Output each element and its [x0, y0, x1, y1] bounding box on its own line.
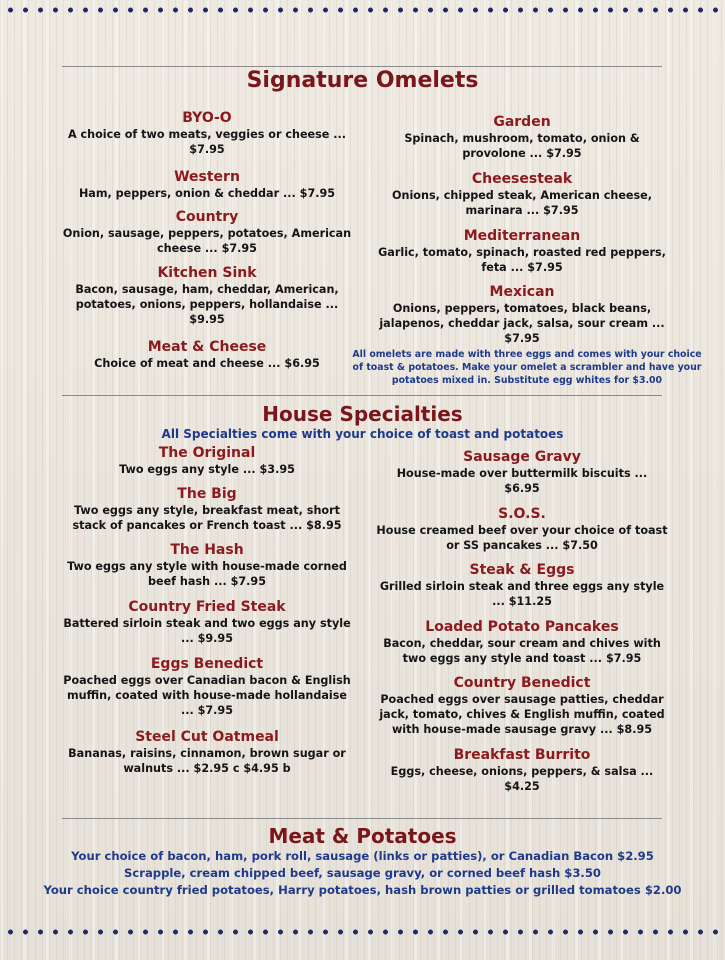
- bottom-rule: [62, 818, 662, 819]
- item-name: Steak & Eggs: [469, 562, 575, 578]
- item-name: Country Benedict: [453, 675, 591, 691]
- item-desc: ... $11.25: [492, 595, 552, 608]
- item-desc: marinara ... $7.95: [465, 204, 579, 217]
- mid-rule: [62, 395, 662, 396]
- item-name: Cheesesteak: [471, 171, 573, 187]
- item-desc: walnuts ... $2.95 c $4.95 b: [123, 762, 291, 775]
- omelet-western: [62, 169, 352, 201]
- specialty-eggs-benedict: [62, 656, 352, 718]
- item-desc: Onions, peppers, tomatoes, black beans,: [392, 302, 652, 315]
- item-name: Eggs Benedict: [150, 656, 264, 672]
- specialty-country-benedict: [372, 675, 672, 737]
- item-desc: Bananas, raisins, cinnamon, brown sugar or: [68, 747, 346, 760]
- top-rule: [62, 66, 662, 67]
- specialty-the-original: [62, 445, 352, 477]
- item-desc: provolone ... $7.95: [462, 147, 582, 160]
- item-desc: House creamed beef over your choice of toast: [376, 524, 668, 537]
- item-desc: $7.95: [504, 332, 540, 345]
- item-desc: muffin, coated with house-made hollandaise: [67, 689, 347, 702]
- item-name: Country: [175, 209, 239, 225]
- omelet-mexican: [372, 284, 672, 346]
- omelets-title: Signature Omelets: [246, 68, 479, 93]
- item-desc: Ham, peppers, onion & cheddar ... $7.95: [78, 187, 336, 200]
- specialty-breakfast-burrito: [372, 747, 672, 794]
- item-name: Steel Cut Oatmeal: [135, 729, 279, 745]
- item-desc: Battered sirloin steak and two eggs any style: [63, 617, 351, 630]
- item-name: The Hash: [170, 542, 244, 558]
- item-desc: House-made over buttermilk biscuits ...: [396, 467, 648, 480]
- item-desc: potatoes, onions, peppers, hollandaise ...: [75, 298, 339, 311]
- meat-potatoes-line: Your choice country fried potatoes, Harry potatoes, hash brown patties or grilled tomatoes $2.00: [43, 883, 682, 897]
- item-desc: Poached eggs over Canadian bacon & English: [63, 674, 351, 687]
- item-name: Breakfast Burrito: [453, 747, 591, 763]
- item-name: S.O.S.: [498, 506, 546, 522]
- omelet-cheesesteak: [372, 171, 672, 218]
- meat-potatoes-line: Scrapple, cream chipped beef, sausage gravy, or corned beef hash $3.50: [124, 866, 601, 880]
- omelet-kitchen-sink: [62, 265, 352, 327]
- specialty-the-big: [62, 486, 352, 533]
- item-desc: Onions, chipped steak, American cheese,: [392, 189, 652, 202]
- specialties-title: House Specialties: [262, 402, 463, 426]
- item-desc: Bacon, cheddar, sour cream and chives with: [383, 637, 661, 650]
- specialties-subtitle: All Specialties come with your choice of toast and potatoes: [161, 427, 564, 441]
- item-name: Garden: [493, 114, 551, 130]
- specialty-steak-eggs: [372, 562, 672, 609]
- omelet-meat-cheese: [62, 339, 352, 371]
- item-desc: Spinach, mushroom, tomato, onion &: [404, 132, 640, 145]
- item-name: Loaded Potato Pancakes: [425, 619, 619, 635]
- item-desc: beef hash ... $7.95: [147, 575, 266, 588]
- specialty-sos: [372, 506, 672, 553]
- item-desc: Grilled sirloin steak and three eggs any style: [379, 580, 665, 593]
- item-desc: $9.95: [189, 313, 225, 326]
- item-name: Sausage Gravy: [463, 449, 581, 465]
- item-desc: with house-made sausage gravy ... $8.95: [391, 723, 653, 736]
- item-desc: jack, tomato, chives & English muffin, coated: [379, 708, 665, 721]
- item-name: Kitchen Sink: [157, 265, 257, 281]
- omelet-country: [62, 209, 352, 256]
- item-name: BYO-O: [182, 110, 232, 126]
- item-desc: Two eggs any style ... $3.95: [119, 463, 295, 476]
- item-name: The Big: [177, 486, 237, 502]
- specialty-country-fried-steak: [62, 599, 352, 646]
- item-desc: ... $9.95: [180, 632, 234, 645]
- note-line: of toast & potatoes. Make your omelet a scrambler and have your: [352, 362, 702, 373]
- item-desc: feta ... $7.95: [481, 261, 563, 274]
- item-desc: jalapenos, cheddar jack, salsa, sour cream ...: [379, 317, 665, 330]
- item-desc: $7.95: [189, 143, 225, 156]
- item-name: Country Fried Steak: [128, 599, 286, 615]
- note-line: potatoes mixed in. Substitute egg whites for $3.00: [391, 375, 663, 386]
- item-desc: Choice of meat and cheese ... $6.95: [94, 357, 320, 370]
- item-desc: cheese ... $7.95: [157, 242, 257, 255]
- item-desc: Two eggs any style with house-made corned: [67, 560, 347, 573]
- item-desc: A choice of two meats, veggies or cheese ...: [67, 128, 347, 141]
- note-line: All omelets are made with three eggs and comes with your choice: [352, 349, 702, 360]
- item-desc: ... $7.95: [180, 704, 234, 717]
- item-desc: Bacon, sausage, ham, cheddar, American,: [75, 283, 339, 296]
- top-dot-border: [0, 6, 725, 14]
- omelet-mediterranean: [372, 228, 672, 275]
- omelet-note: [352, 348, 702, 387]
- bottom-dot-border: [0, 928, 725, 936]
- omelet-byo: [62, 110, 352, 157]
- item-name: The Original: [158, 445, 256, 461]
- specialty-loaded-potato-pancakes: [372, 619, 672, 666]
- item-name: Meat & Cheese: [147, 339, 267, 355]
- item-desc: Poached eggs over sausage patties, cheddar: [380, 693, 664, 706]
- item-desc: Garlic, tomato, spinach, roasted red peppers,: [378, 246, 666, 259]
- item-name: Western: [174, 169, 240, 185]
- item-name: Mediterranean: [463, 228, 581, 244]
- item-desc: Onion, sausage, peppers, potatoes, American: [62, 227, 352, 240]
- meat-potatoes-line: Your choice of bacon, ham, pork roll, sausage (links or patties), or Canadian Bacon $2.95: [71, 849, 654, 863]
- specialty-sausage-gravy: [372, 449, 672, 496]
- specialty-the-hash: [62, 542, 352, 589]
- item-desc: $6.95: [504, 482, 540, 495]
- item-desc: Two eggs any style, breakfast meat, short: [74, 504, 340, 517]
- item-name: Mexican: [489, 284, 555, 300]
- meat-potatoes-title: Meat & Potatoes: [268, 824, 457, 848]
- item-desc: stack of pancakes or French toast ... $8.95: [72, 519, 342, 532]
- specialty-steel-cut-oatmeal: [62, 729, 352, 776]
- item-desc: two eggs any style and toast ... $7.95: [402, 652, 642, 665]
- item-desc: $4.25: [504, 780, 540, 793]
- omelet-garden: [372, 114, 672, 161]
- item-desc: or SS pancakes ... $7.50: [446, 539, 598, 552]
- item-desc: Eggs, cheese, onions, peppers, & salsa ...: [390, 765, 654, 778]
